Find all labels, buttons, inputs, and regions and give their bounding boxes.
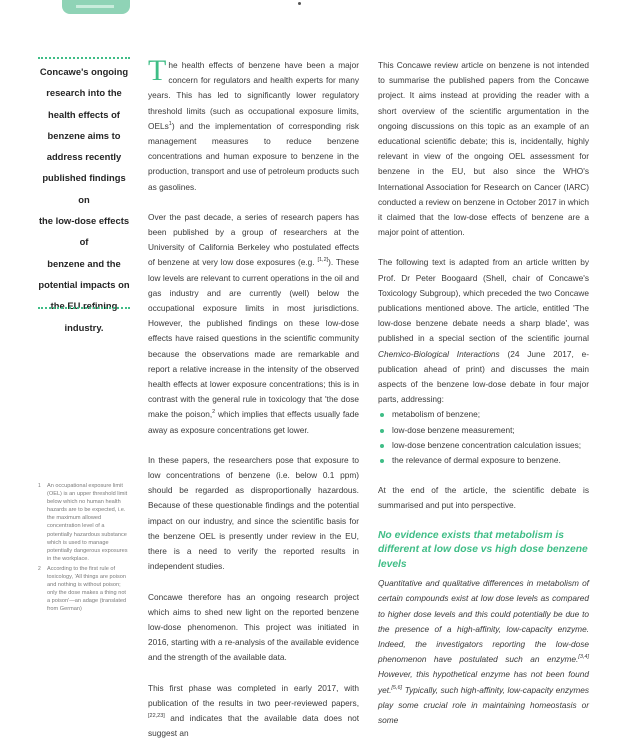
header-tab: [62, 0, 130, 14]
list-item: low-dose benzene concentration calculation issues;: [378, 438, 589, 453]
pullquote-top-rule: [38, 57, 130, 59]
topic-list: [378, 407, 589, 468]
pullquote-line: potential impacts on: [38, 278, 130, 290]
bullet-icon: [380, 459, 384, 463]
pullquote-line: industry.: [64, 321, 104, 333]
pullquote-line: benzene aims to: [47, 129, 121, 141]
paragraph: The health effects of benzene have been a major concern for regulators and health experts for many years. This has led to significantly lower regulatory threshold limits (such as occupational exposure limits, OELs$^1$) and the implementation of corresponding risk management measures to reduce benzene concentrations and human exposure to benzene in the production, transport and use of petroleum products such as gasolines.: [148, 54, 359, 192]
citation-ref: [5,6]: [391, 684, 403, 691]
bullet-icon: [380, 413, 384, 417]
paragraph: At the end of the article, the scientific debate is summarised and put into perspective.: [378, 485, 589, 511]
bullet-icon: [380, 429, 384, 433]
pullquote-line: published findings on: [42, 172, 126, 205]
pullquote-line: the EU refining: [50, 300, 118, 312]
pullquote-line: address recently: [46, 151, 122, 163]
list-item: the relevance of dermal exposure to benzene.: [378, 453, 589, 468]
pullquote-line: Concawe's ongoing: [39, 66, 129, 77]
header-mark: [298, 2, 301, 5]
paragraph: This Concawe review article on benzene is not intended to summarise the published papers from the Concawe project. It aims instead at providing the reader with a short overview of the scientific argumentation in the ongoing discussions on this topic as an example of an educational scientific debate; this is, incidentally, highly relevant in view of the ongoing OEL assessment for benzene in the EU, but also since the WHO's International Association for Research on Cancer (IARC) conducted a review on benzene in October 2017 in which it claimed that the low-dose effects of benzene are a major point of attention.: [378, 60, 589, 238]
footnote: [38, 482, 130, 563]
paragraph: Quantitative and qualitative differences in metabolism of certain compounds exist at low dose levels as compared to higher dose levels and this could potentially be due to the presence of a high-affinity, low-capacity enzyme. Indeed, the investigators reporting the low-dose phenomenon have postulated such an enzyme.[3,4] However, this hypothetical enzyme has not been found yet.[5,6] Typically, such high-affinity, low-capacity enzymes play some crucial role in maintaining homeostasis or some: [378, 578, 589, 726]
pullquote-line: health effects of: [48, 108, 120, 120]
pullquote-bottom-rule: [38, 307, 130, 309]
paragraph: Concawe therefore has an ongoing research project which aims to shed new light on the reported benzene low-dose phenomenon. This project was initiated in 2016, starting with a re-analysis of the available evidence and the strength of the available data.: [148, 591, 359, 663]
bullet-icon: [380, 444, 384, 448]
citation-ref: [22,23]: [148, 713, 165, 720]
citation-ref: [1,2]: [317, 257, 329, 264]
pullquote-line: benzene and the: [47, 257, 121, 269]
article-column-right: [378, 58, 589, 743]
paragraph: This first phase was completed in early 2017, with publication of the results in two peer-reviewed papers,[22,23] and indicates that the available data does not suggest an: [148, 682, 359, 739]
citation-ref: [3,4]: [578, 654, 589, 661]
footnote: [38, 565, 130, 614]
footnotes: [38, 482, 130, 616]
footnote-number: 2: [38, 565, 41, 572]
footnote-text: An occupational exposure limit (OEL) is an upper threshold limit below which no human health hazards are to be expected, i.e. the maximum allowed concentration level of a potentially hazardous substance which is used to manage potentially dangerous exposures in the workplace.: [47, 483, 128, 562]
pullquote: [38, 61, 130, 338]
list-item: metabolism of benzene;: [378, 407, 589, 422]
list-item: low-dose benzene measurement;: [378, 423, 589, 438]
journal-title: Chemico-Biological Interactions: [378, 348, 500, 359]
paragraph: The following text is adapted from an article written by Prof. Dr Peter Boogaard (Shell, chair of Concawe's Toxicology Subgroup), which preceded the two Concawe publications mentioned above. The article, entitled 'The low-dose benzene debate needs a sharp blade', was published in a special section of the scientific journal Chemico-Biological Interactions (24 June 2017, e-publication ahead of print) and discusses the main aspects of the benzene low-dose debate in four major parts, addressing:: [378, 257, 589, 405]
article-column-left: [148, 54, 360, 756]
drop-cap: T: [148, 54, 167, 87]
footnote-ref: 1: [168, 121, 172, 128]
pullquote-line: research into the: [46, 87, 122, 99]
pullquote-line: the low-dose effects of: [38, 215, 130, 248]
footnote-number: 1: [38, 483, 41, 489]
paragraph: Over the past decade, a series of research papers has been published by a group of researchers at the University of California Berkeley who postulated effects of benzene at very low dose exposures (e.g. [1,2]). These low levels are relevant to current operations in the oil and gas industry and are currently (well) below the occupational exposure limits in most jurisdictions. However, the published findings on these low-dose effects have raised questions in the scientific community because the observations made are remarkable and report a relative increase in the intensity of the observed health effects at lower exposure concentrations; this is in contrast with the general rule in toxicology that 'the dose make the poison,$^2$ which implies that effects usually fade away as exposure concentrations get lower.: [148, 211, 360, 435]
section-heading: No evidence exists that metabolism is different at low dose vs high dose benzene levels: [378, 529, 588, 570]
paragraph: In these papers, the researchers pose that exposure to low concentrations of benzene (i.e. below 0.1 ppm) should be regarded as disproportionally hazardous. Because of these questionable findings and the potential impact on our industry, and since the scientific basis for the benzene OEL is presently under review in the EU, there is a need to verify the reported results in independent studies.: [148, 454, 359, 572]
footnote-text: According to the first rule of toxicology, 'All things are poison and nothing is without poison; only the dose makes a thing not a poison'—an adage (translated from German): [47, 565, 127, 613]
footnote-ref: 2: [212, 409, 216, 416]
